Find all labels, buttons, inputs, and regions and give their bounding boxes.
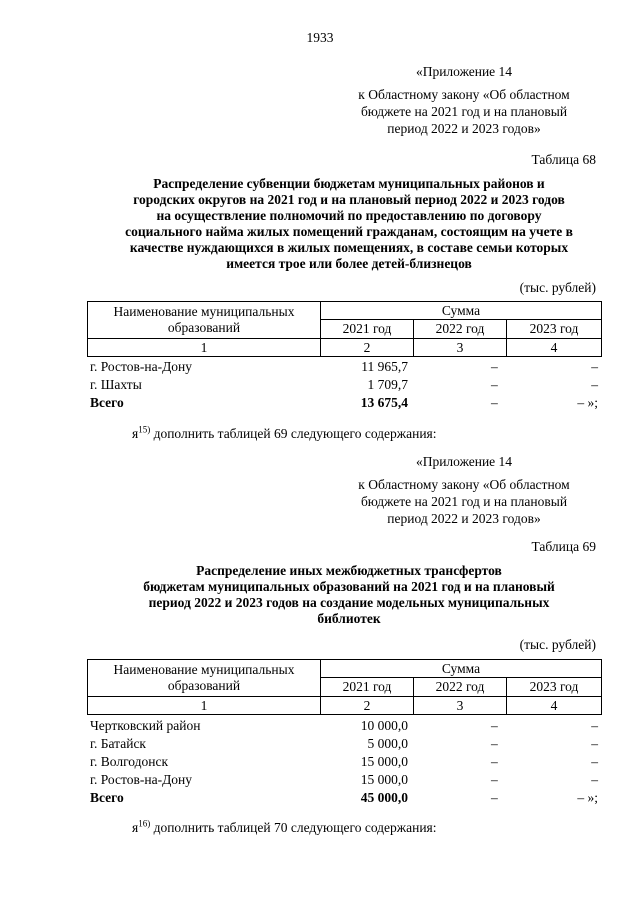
appendix-title: «Приложение 14 — [415, 454, 513, 469]
title-line: период 2022 и 2023 годов на создание модельных муниципальных — [148, 595, 550, 610]
row-2021: 10 000,0 — [360, 718, 408, 733]
row-2022: – — [491, 377, 498, 392]
title-line: библиотек — [317, 611, 381, 626]
header-2023: 2023 год — [507, 320, 602, 339]
table-body-69 — [90, 717, 600, 807]
header-name-column: Наименование муниципальных образований — [88, 302, 321, 339]
total-2021: 13 675,4 — [360, 395, 408, 410]
row-2022: – — [491, 718, 498, 733]
item-letter: я — [132, 820, 139, 835]
total-2022: – — [491, 790, 498, 805]
row-2021: 11 965,7 — [361, 359, 408, 374]
title-line: бюджетам муниципальных образований на 2021 год и на плановый — [143, 579, 555, 594]
row-2021: 15 000,0 — [360, 772, 408, 787]
title-line: Распределение субвенции бюджетам муниципальных районов и — [153, 176, 545, 191]
item-number: 16) — [138, 818, 151, 829]
total-2022: – — [491, 395, 498, 410]
row-2023: – — [591, 754, 598, 769]
item-letter: я — [132, 426, 139, 441]
header-number: 4 — [507, 339, 602, 357]
table-header-69 — [87, 659, 602, 715]
table-label-69: Таблица 69 — [531, 539, 596, 554]
appendix-line: период 2022 и 2023 годов» — [387, 121, 541, 136]
row-2023: – — [591, 377, 598, 392]
header-2021: 2021 год — [321, 320, 414, 339]
title-line: Распределение иных межбюджетных трансфертов — [196, 563, 502, 578]
row-2022: – — [491, 359, 498, 374]
row-2023: – — [591, 736, 598, 751]
appendix-heading-68 — [330, 63, 598, 137]
row-name: Чертковский район — [90, 718, 201, 733]
item-text: дополнить таблицей 70 следующего содержания: — [150, 820, 437, 835]
row-2021: 1 709,7 — [367, 377, 408, 392]
table-title-68 — [60, 176, 638, 272]
appendix-title: «Приложение 14 — [415, 64, 513, 79]
appendix-heading-69 — [330, 453, 598, 527]
row-name: г. Шахты — [90, 377, 142, 392]
row-2022: – — [491, 772, 498, 787]
table-row — [90, 735, 600, 753]
table-total-row — [90, 789, 600, 807]
row-2023: – — [591, 718, 598, 733]
appendix-line: период 2022 и 2023 годов» — [387, 511, 541, 526]
title-line: на осуществление полномочий по предоставлению по договору — [156, 208, 542, 223]
item-number: 15) — [138, 424, 151, 435]
title-line: качестве нуждающихся в жилых помещениях, в составе семьи которых — [129, 240, 569, 255]
appendix-line: бюджете на 2021 год и на плановый — [360, 104, 568, 119]
title-line: городских округов на 2021 год и на плановый период 2022 и 2023 годов — [133, 192, 565, 207]
row-2021: 5 000,0 — [367, 736, 408, 751]
header-number: 3 — [414, 339, 507, 357]
total-2021: 45 000,0 — [360, 790, 408, 805]
row-2023: – — [591, 359, 598, 374]
row-2022: – — [491, 754, 498, 769]
header-2023: 2023 год — [507, 678, 602, 697]
table-body-68 — [90, 358, 600, 412]
total-2023: – »; — [577, 395, 598, 410]
item-text: дополнить таблицей 69 следующего содержания: — [150, 426, 437, 441]
total-label: Всего — [90, 395, 124, 410]
table-label-68: Таблица 68 — [531, 152, 596, 167]
row-name: г. Ростов-на-Дону — [90, 772, 193, 787]
header-2022: 2022 год — [414, 320, 507, 339]
table-row — [90, 376, 600, 394]
table-title-69 — [60, 563, 638, 627]
header-number: 3 — [414, 697, 507, 715]
page-number: 1933 — [306, 30, 334, 45]
header-number: 1 — [88, 697, 321, 715]
total-2023: – »; — [577, 790, 598, 805]
title-line: социального найма жилых помещений гражданам, состоящим на учете в — [125, 224, 573, 239]
units-label: (тыс. рублей) — [519, 637, 596, 652]
appendix-line: бюджете на 2021 год и на плановый — [360, 494, 568, 509]
title-line: имеется трое или более детей-близнецов — [226, 256, 472, 271]
row-2021: 15 000,0 — [360, 754, 408, 769]
appendix-line: к Областному закону «Об областном — [358, 87, 570, 102]
total-label: Всего — [90, 790, 124, 805]
header-number: 4 — [507, 697, 602, 715]
units-label: (тыс. рублей) — [519, 280, 596, 295]
header-number: 2 — [321, 697, 414, 715]
table-header-68 — [87, 301, 602, 357]
paragraph-item-16 — [132, 819, 437, 836]
row-2023: – — [591, 772, 598, 787]
header-number: 2 — [321, 339, 414, 357]
row-name: г. Волгодонск — [90, 754, 169, 769]
appendix-line: к Областному закону «Об областном — [358, 477, 570, 492]
header-sum: Сумма — [321, 302, 602, 320]
row-name: г. Батайск — [90, 736, 146, 751]
table-row — [90, 358, 600, 376]
row-name: г. Ростов-на-Дону — [90, 359, 193, 374]
row-2022: – — [491, 736, 498, 751]
header-2021: 2021 год — [321, 678, 414, 697]
header-name-column: Наименование муниципальных образований — [88, 660, 321, 697]
header-2022: 2022 год — [414, 678, 507, 697]
table-row — [90, 771, 600, 789]
table-total-row — [90, 394, 600, 412]
header-number: 1 — [88, 339, 321, 357]
table-row — [90, 717, 600, 735]
paragraph-item-15 — [132, 425, 437, 442]
table-row — [90, 753, 600, 771]
header-sum: Сумма — [321, 660, 602, 678]
